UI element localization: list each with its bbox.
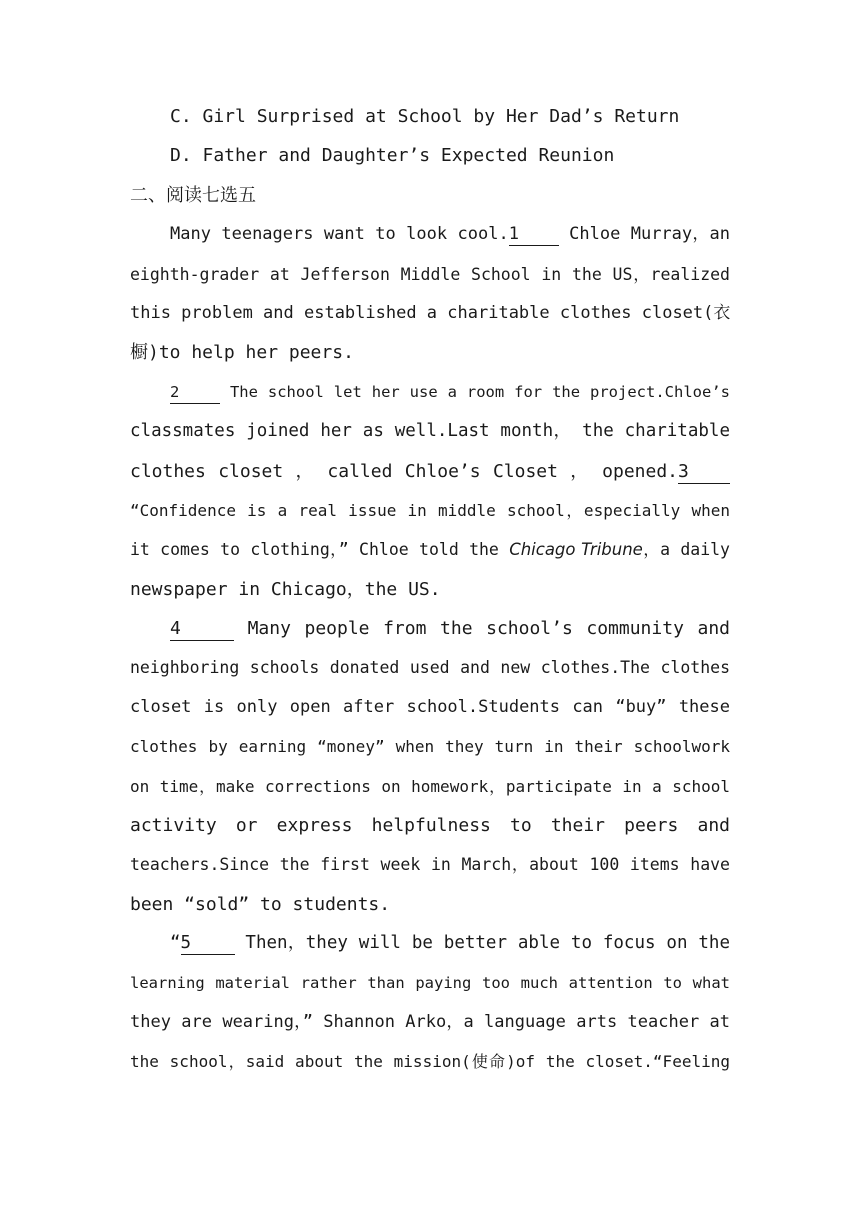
p2-line-6: newspaper in Chicago，the US. (130, 578, 441, 600)
p4-line-1 (130, 924, 730, 963)
p2-line-2: classmates joined her as well.Last month， the charitable (130, 421, 730, 442)
blank-2: 2 (170, 381, 220, 404)
option-c: C. Girl Surprised at School by Her Dad’s Return (170, 106, 680, 127)
p1-line-1 (130, 215, 730, 254)
p3-line-5: on time，make corrections on homework，participate in a school (130, 776, 731, 796)
blank-1: 1 (509, 223, 559, 246)
p1-text-b: Chloe Murray，an (558, 224, 730, 245)
blank-3: 3 (678, 461, 730, 484)
p3-text-1: Many people from the school’s community and (234, 618, 730, 640)
blank-5: 5 (181, 932, 235, 955)
p3-line-7: teachers.Since the first week in March，about 100 items have (130, 855, 730, 875)
newspaper-title: Chicago Tribune (509, 540, 643, 560)
blank-4: 4 (170, 618, 234, 641)
p1-line-3: this problem and established a charitable clothes closet(衣 (130, 302, 731, 323)
p3-line-3: closet is only open after school.Students can “buy” these (130, 696, 730, 717)
p3-line-1 (130, 609, 730, 648)
p4-line-4: the school，said about the mission(使命)of the closet.“Feeling (130, 1052, 730, 1072)
p2-text-5a: it comes to clothing，” Chloe told the (130, 540, 510, 560)
p3-line-4: clothes by earning “money” when they turn in their schoolwork (130, 737, 730, 757)
document-page (130, 97, 730, 1082)
p4-open-quote: “ (170, 933, 181, 954)
p3-line-6: activity or express helpfulness to their peers and (130, 815, 730, 837)
p4-line-3: they are wearing，” Shannon Arko，a language arts teacher at (130, 1011, 730, 1032)
p3-line-2: neighboring schools donated used and new clothes.The clothes (130, 658, 730, 678)
p1-line-2: eighth-grader at Jefferson Middle School in the US，realized (130, 264, 730, 284)
option-d: D. Father and Daughter’s Expected Reunion (170, 145, 615, 167)
p2-line-5 (130, 530, 730, 569)
p2-text-5b: ，a daily (642, 540, 730, 560)
p2-line-1 (130, 373, 730, 412)
p1-text-a: Many teenagers want to look cool. (170, 224, 509, 245)
p2-text-1: The school let her use a room for the project.Chloe’s (220, 382, 730, 401)
p2-line-4: “Confidence is a real issue in middle school，especially when (130, 500, 730, 520)
section-heading: 二、阅读七选五 (130, 184, 256, 206)
p1-line-4: 橱)to help her peers. (130, 342, 354, 364)
p2-line-3 (130, 452, 730, 491)
p3-line-8: been “sold” to students. (130, 893, 391, 915)
p4-text-1: Then，they will be better able to focus on the (234, 933, 730, 954)
p4-line-2: learning material rather than paying too much attention to what (130, 973, 730, 992)
p2-text-3: clothes closet ， called Chloe’s Closet ， opened. (130, 460, 678, 482)
